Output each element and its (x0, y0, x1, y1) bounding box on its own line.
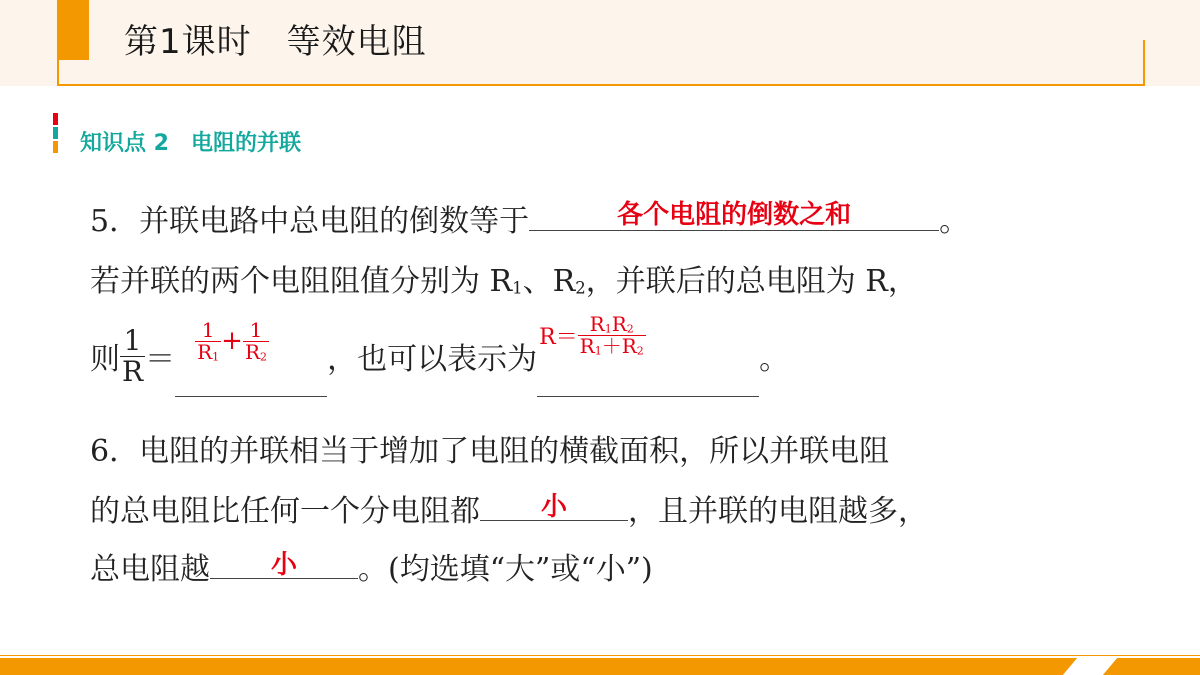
footer-bar (0, 658, 1200, 675)
footer-line (0, 655, 1200, 656)
q6-line3 (90, 544, 653, 588)
ans-frac-a-den (195, 339, 221, 364)
q5-line3-mid: ，也可以表示为 (327, 342, 538, 377)
q5-answer-1: 各个电阻的倒数之和 (617, 200, 852, 230)
q5-text: 5．并联电路中总电阻的倒数等于 (90, 204, 530, 239)
q5-line2-mid: 、R (522, 264, 576, 299)
ans-frac-a-sub: 1 (212, 350, 220, 364)
q5-sub2: 2 (575, 278, 586, 298)
ans-frac-a (195, 317, 221, 364)
q5-sub1: 1 (512, 278, 523, 298)
q6-line2-after: ，且并联的电阻越多， (628, 494, 928, 529)
marker-teal (53, 127, 58, 139)
ans3-den (578, 333, 646, 358)
q5-blank-3 (537, 311, 759, 397)
frac-den: R (122, 354, 144, 388)
ans-frac-a-r: R (197, 339, 213, 364)
ans-frac-b-num: 1 (243, 320, 269, 342)
ans3-num-s1: 1 (604, 322, 612, 336)
q5-then: 则 (90, 342, 120, 377)
section-heading: 知识点 2 电阻的并联 (80, 131, 301, 156)
q6-blank-1 (480, 486, 628, 521)
q5-line1 (90, 196, 969, 240)
ans3-den-s2: 2 (636, 344, 644, 358)
ans3-den-s1: 1 (594, 344, 602, 358)
q6-answer-1: 小 (540, 492, 567, 522)
ans-frac-b-den (243, 339, 269, 364)
q5-period: 。 (939, 204, 970, 239)
ans3-frac (578, 311, 646, 358)
ans3-prefix: R＝ (539, 324, 578, 350)
equals-sign: ＝ (145, 342, 176, 377)
ans3-num-s2: 2 (626, 322, 634, 336)
ans3-num-r2: R (611, 311, 627, 336)
q5-answer-3 (539, 311, 646, 358)
q6-line2-before: 的总电阻比任何一个分电阻都 (90, 494, 480, 529)
ans3-num-r1: R (589, 311, 605, 336)
marker-orange (53, 141, 58, 153)
ans-frac-b-r: R (244, 339, 261, 364)
q6-line2 (90, 486, 928, 530)
ans-frac-a-num: 1 (195, 320, 221, 342)
q6-answer-2: 小 (270, 550, 297, 580)
marker-red (53, 113, 58, 125)
q5-line3-end: 。 (759, 342, 790, 377)
ans-frac-b (243, 317, 269, 364)
q5-line3 (90, 311, 790, 396)
q6-blank-2 (210, 544, 358, 579)
ans-frac-b-sub: 2 (260, 350, 268, 364)
frac-num: 1 (120, 326, 145, 356)
page-title: 第1课时 等效电阻 (124, 22, 427, 62)
q6-line3-before: 总电阻越 (90, 552, 210, 587)
q6-line1: 6．电阻的并联相当于增加了电阻的横截面积，所以并联电阻 (90, 434, 890, 469)
q5-line2 (90, 256, 918, 300)
ans3-num (578, 311, 646, 336)
ans3-den-plus: ＋ (601, 333, 622, 358)
q5-line2-text: 若并联的两个电阻阻值分别为 R (90, 264, 513, 299)
q6-line3-after: 。(均选填“大”或“小”) (358, 552, 653, 587)
formula-one-over-r (120, 326, 145, 386)
ans3-den-r2: R (621, 333, 637, 358)
q5-line2-end: ，并联后的总电阻为 R， (585, 264, 918, 299)
q5-answer-2 (195, 317, 269, 364)
ans3-den-r1: R (579, 333, 595, 358)
q5-blank-2 (175, 317, 327, 397)
q5-blank-1 (529, 196, 939, 231)
ans-plus: + (221, 326, 243, 357)
